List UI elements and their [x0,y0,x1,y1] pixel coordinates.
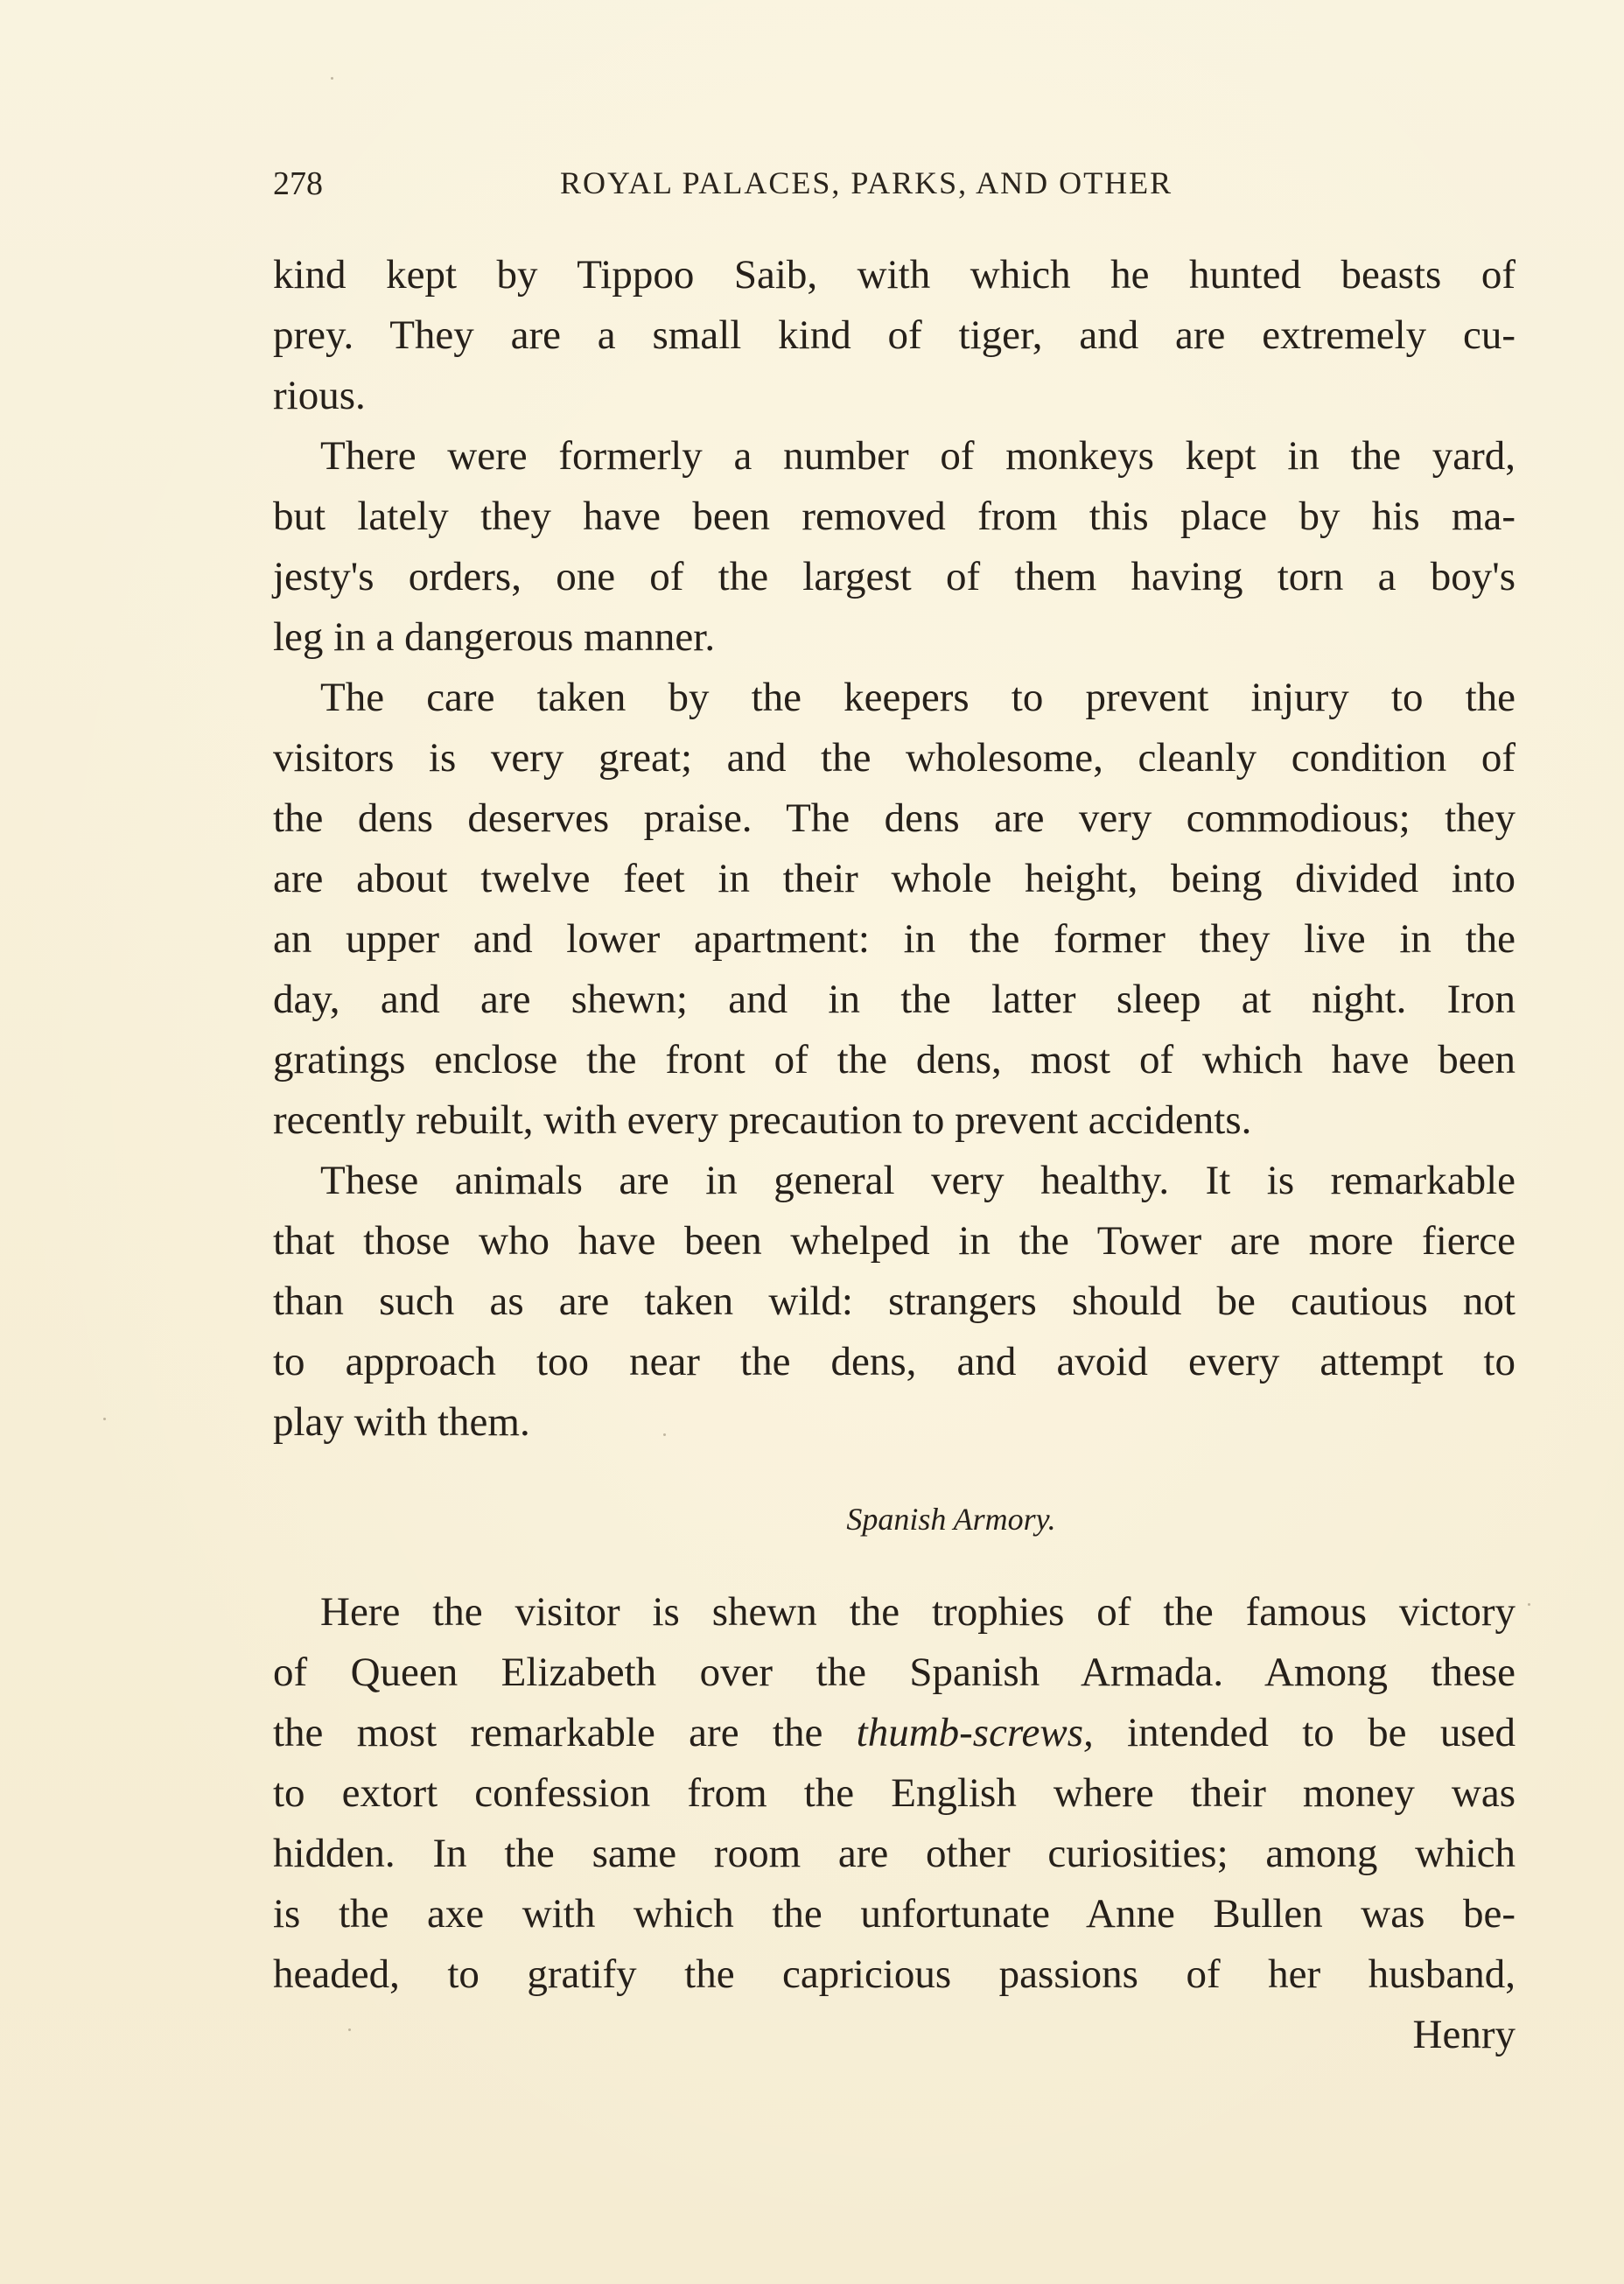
text-line: day, and are shewn; and in the latter sleep at night. Iron [273,977,1516,1022]
text-line: visitors is very great; and the wholesome, cleanly condition of [273,735,1516,781]
text-line [273,1703,1516,1763]
text-line: There were formerly a number of monkeys kept in the yard, [320,433,1516,479]
text-line: that those who have been whelped in the Tower are more fierce [273,1218,1516,1264]
text-line: These animals are in general very healthy. It is remarkable [320,1158,1516,1203]
running-head: ROYAL PALACES, PARKS, AND OTHER [560,165,1173,200]
paper-speck [1528,1603,1530,1606]
text-line: rious. [273,373,366,418]
text-line: an upper and lower apartment: in the former they live in the [273,916,1516,962]
paragraph-animal-health [273,1151,1516,1453]
text-line: of Queen Elizabeth over the Spanish Armada. Among these [273,1650,1516,1695]
text-line: than such as are taken wild: strangers should be cautious not [273,1279,1516,1324]
page-number: 278 [273,165,323,202]
text-line: kind kept by Tippoo Saib, with which he hunted beasts of [273,252,1516,298]
italic-term: thumb-screws, [856,1710,1094,1755]
paper-speck [663,1433,666,1436]
text-line: to extort confession from the English where their money was [273,1770,1516,1816]
text-line: The care taken by the keepers to prevent injury to the [320,675,1516,720]
text-line: to approach too near the dens, and avoid every attempt to [273,1339,1516,1384]
text-line: hidden. In the same room are other curiosities; among which [273,1831,1516,1876]
catchword: Henry [1412,2012,1516,2057]
paragraph-dens [273,668,1516,1151]
text-line: but lately they have been removed from this place by his ma- [273,494,1516,539]
text-line: gratings enclose the front of the dens, most of which have been [273,1037,1516,1082]
spacer [273,1453,1516,1493]
section-heading: Spanish Armory. [846,1502,1056,1537]
text-line: the dens deserves praise. The dens are very commodious; they [273,795,1516,841]
body-text [273,245,1516,2065]
spacer [273,1545,1516,1582]
text-line: recently rebuilt, with every precaution to prevent accidents. [273,1097,1252,1143]
text-run: the most remarkable are the [273,1710,857,1755]
text-run: intended to be used [1093,1710,1516,1755]
text-line: jesty's orders, one of the largest of them having torn a boy's [273,554,1516,599]
text-line: headed, to gratify the capricious passions of her husband, [273,1951,1516,1997]
text-line: prey. They are a small kind of tiger, and are extremely cu- [273,312,1516,358]
page-header [273,165,1516,210]
text-line: is the axe with which the unfortunate Anne Bullen was be- [273,1891,1516,1937]
text-line: play with them. [273,1399,530,1445]
paper-speck [348,2028,351,2031]
paper-speck [331,77,333,80]
paragraph-spanish-armory [273,1582,1516,2065]
paragraph-monkeys [273,426,1516,668]
paragraph-tiger-cats [273,245,1516,426]
text-line: Here the visitor is shewn the trophies of the famous victory [320,1589,1516,1635]
text-line: are about twelve feet in their whole height, being divided into [273,856,1516,901]
paper-speck [103,1418,106,1420]
text-line: leg in a dangerous manner. [273,614,716,660]
